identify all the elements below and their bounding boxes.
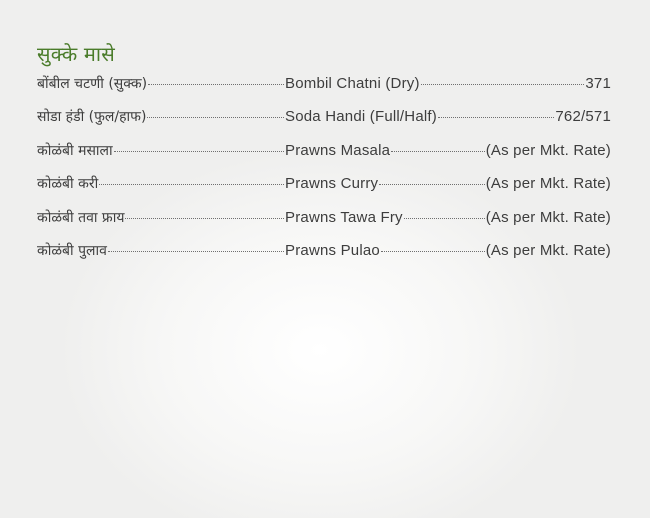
section-title: सुक्के मासे — [37, 42, 115, 66]
item-price: (As per Mkt. Rate) — [485, 141, 611, 159]
dot-leader — [114, 150, 284, 152]
menu-item — [37, 208, 617, 241]
dot-leader — [99, 183, 284, 185]
dot-leader — [148, 83, 284, 85]
dot-leader — [108, 250, 284, 252]
menu-list — [37, 74, 617, 274]
dot-leader — [381, 250, 485, 252]
item-english-name: Prawns Tawa Fry — [285, 208, 403, 226]
item-english-name: Prawns Curry — [285, 175, 379, 193]
item-marathi-name: कोळंबी पुलाव — [37, 242, 107, 259]
item-marathi-name: बोंबील चटणी (सुक्क) — [37, 76, 148, 92]
menu-item — [37, 74, 617, 107]
item-price: 371 — [585, 75, 611, 92]
item-marathi-name: कोळंबी मसाला — [37, 142, 113, 159]
item-marathi-name: कोळंबी तवा फ्राय — [37, 209, 125, 226]
menu-item — [37, 241, 617, 274]
menu-item — [37, 107, 617, 140]
item-price: (As per Mkt. Rate) — [485, 208, 611, 226]
item-english-name: Soda Handi (Full/Half) — [285, 108, 437, 126]
dot-leader — [438, 116, 554, 118]
item-marathi-name: सोडा हंडी (फुल/हाफ) — [37, 109, 147, 126]
dot-leader — [391, 150, 485, 152]
dot-leader — [379, 183, 484, 185]
menu-item — [37, 141, 617, 174]
item-price: 762/571 — [555, 108, 611, 126]
dot-leader — [125, 217, 284, 219]
dot-leader — [421, 83, 585, 85]
item-price: (As per Mkt. Rate) — [485, 175, 611, 193]
menu-item — [37, 174, 617, 207]
dot-leader — [147, 116, 284, 118]
item-marathi-name: कोळंबी करी — [37, 176, 99, 193]
item-english-name: Prawns Masala — [285, 141, 391, 159]
dot-leader — [404, 217, 485, 219]
item-english-name: Bombil Chatni (Dry) — [285, 75, 420, 92]
item-price: (As per Mkt. Rate) — [485, 241, 611, 259]
item-english-name: Prawns Pulao — [285, 241, 380, 259]
